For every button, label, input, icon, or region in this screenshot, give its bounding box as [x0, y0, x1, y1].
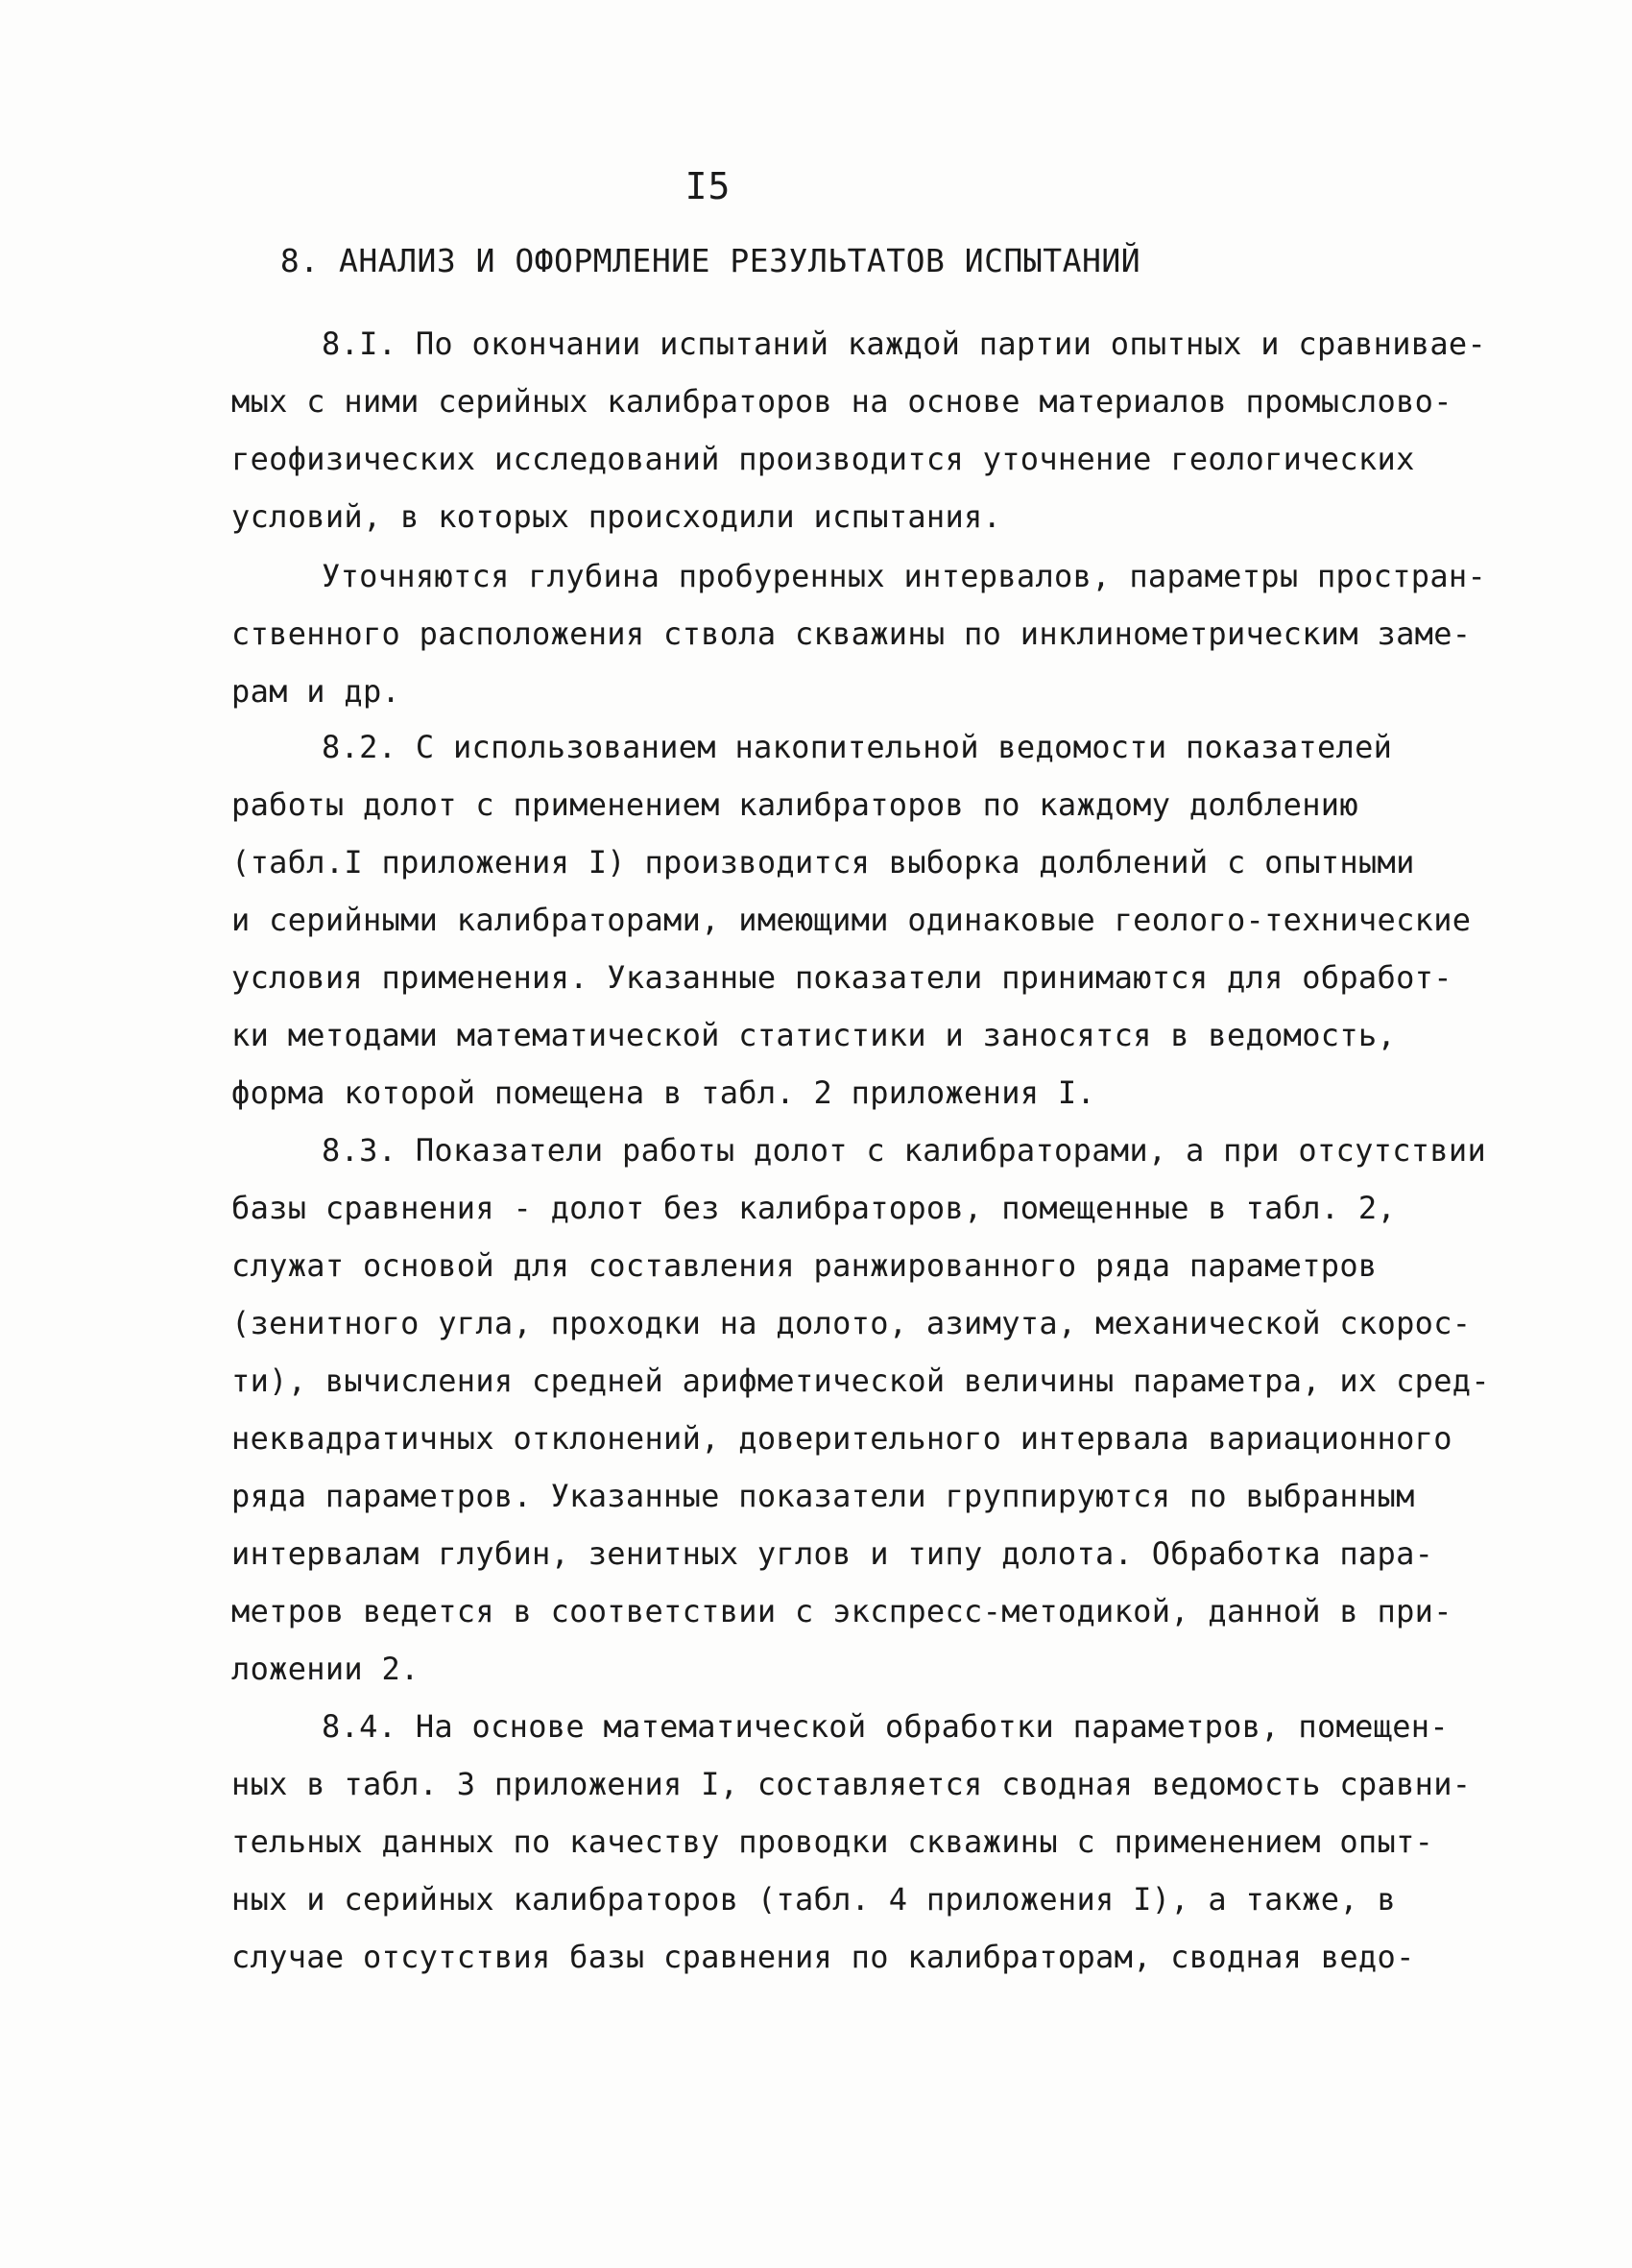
- text-line: геофизических исследований производится уточнение геологических: [231, 441, 1415, 477]
- text-line: работы долот с применением калибраторов по каждому долблению: [231, 786, 1358, 823]
- text-line: тельных данных по качеству проводки скважины с применением опыт-: [231, 1823, 1434, 1860]
- text-line: (зенитного угла, проходки на долото, азимута, механической скорос-: [231, 1305, 1472, 1341]
- text-line: Уточняются глубина пробуренных интервалов, параметры простран-: [322, 558, 1487, 594]
- text-line: служат основой для составления ранжированного ряда параметров: [231, 1247, 1378, 1284]
- text-line: 8.3. Показатели работы долот с калибраторами, а при отсутствии: [322, 1132, 1487, 1169]
- text-line: и серийными калибраторами, имеющими одинаковые геолого-технические: [231, 902, 1472, 938]
- text-line: неквадратичных отклонений, доверительного интервала вариационного: [231, 1420, 1452, 1457]
- text-line: ки методами математической статистики и заносятся в ведомость,: [231, 1017, 1397, 1053]
- text-line: рам и др.: [231, 673, 401, 710]
- text-line: ряда параметров. Указанные показатели группируются по выбранным: [231, 1478, 1415, 1514]
- text-line: (табл.I приложения I) производится выборка долблений с опытными: [231, 844, 1415, 881]
- text-line: метров ведется в соответствии с экспресс-методикой, данной в при-: [231, 1593, 1452, 1629]
- page-number: I5: [684, 165, 732, 207]
- text-line: ти), вычисления средней арифметической величины параметра, их сред-: [231, 1363, 1490, 1399]
- text-line: случае отсутствия базы сравнения по калибраторам, сводная ведо-: [231, 1939, 1415, 1975]
- text-line: 8.2. С использованием накопительной ведомости показателей: [322, 729, 1393, 765]
- text-line: ственного расположения ствола скважины по инклинометрическим заме-: [231, 615, 1472, 652]
- text-line: ложении 2.: [231, 1651, 420, 1687]
- text-line: условий, в которых происходили испытания.: [231, 498, 1002, 535]
- text-line: 8.4. На основе математической обработки параметров, помещен-: [322, 1708, 1449, 1745]
- section-heading: 8. АНАЛИЗ И ОФОРМЛЕНИЕ РЕЗУЛЬТАТОВ ИСПЫТАНИЙ: [279, 242, 1141, 279]
- text-line: ных и серийных калибраторов (табл. 4 приложения I), а также, в: [231, 1881, 1397, 1918]
- text-line: мых с ними серийных калибраторов на основе материалов промыслово-: [231, 383, 1452, 420]
- text-line: форма которой помещена в табл. 2 приложения I.: [231, 1074, 1096, 1111]
- text-line: базы сравнения - долот без калибраторов, помещенные в табл. 2,: [231, 1190, 1397, 1226]
- text-line: условия применения. Указанные показатели принимаются для обработ-: [231, 959, 1452, 996]
- text-line: ных в табл. 3 приложения I, составляется сводная ведомость сравни-: [231, 1766, 1472, 1802]
- text-line: 8.I. По окончании испытаний каждой партии опытных и сравнивае-: [322, 326, 1487, 362]
- text-line: интервалам глубин, зенитных углов и типу долота. Обработка пара-: [231, 1535, 1434, 1572]
